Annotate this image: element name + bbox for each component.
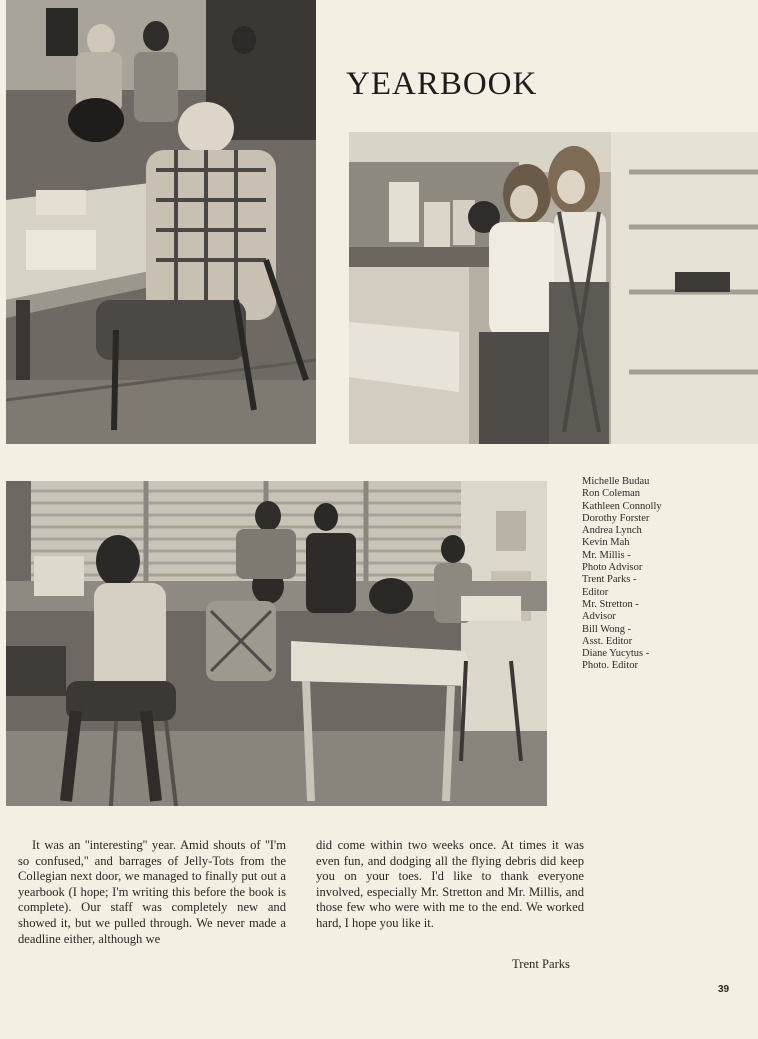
staff-list-item: Ron Coleman (582, 488, 641, 500)
staff-list-item: Editor (582, 586, 609, 598)
staff-list-item: Trent Parks - (582, 574, 637, 586)
staff-list-item: Photo Advisor (582, 562, 643, 574)
staff-list (582, 476, 742, 673)
body-text-column-2: did come within two weeks once. At times it was even fun, and dodging all the flying debris did keep you on your toes. I'd like to thank everyone involved, especially Mr. Stretton and Mr. Millis, and those few who were with me to the end. We worked hard, I hope you like it. (316, 838, 584, 930)
staff-list-item: Mr. Millis - (582, 549, 631, 561)
staff-list-item: Bill Wong - (582, 623, 632, 635)
staff-list-item: Advisor (582, 611, 616, 623)
author-signature: Trent Parks (512, 957, 570, 971)
page-number: 39 (718, 984, 730, 995)
staff-list-item: Diane Yucytus - (582, 648, 650, 660)
staff-list-item: Michelle Budau (582, 476, 650, 487)
body-text-column-1: It was an ''interesting'' year. Amid shouts of ''I'm so confused,'' and barrages of Jelly-Tots from the Collegian next door, we managed to finally put out a yearbook (I hope; I'm writing this before the book is complete). Our staff was completely new and showed it, but we pulled through. We never made a deadline either, although we (18, 838, 286, 946)
staff-list-item: Kevin Mah (582, 537, 630, 549)
photo-students-at-tables (6, 0, 316, 444)
photo-students-by-shelves (349, 132, 758, 444)
staff-list-item: Andrea Lynch (582, 525, 642, 537)
staff-list-item: Asst. Editor (582, 635, 633, 647)
staff-list-item: Kathleen Connolly (582, 500, 662, 512)
staff-list-item: Photo. Editor (582, 660, 639, 672)
staff-list-item: Dorothy Forster (582, 512, 650, 524)
page-title: YEARBOOK (346, 66, 538, 102)
staff-list-item: Mr. Stretton - (582, 598, 639, 610)
photo-staff-room (6, 481, 547, 806)
